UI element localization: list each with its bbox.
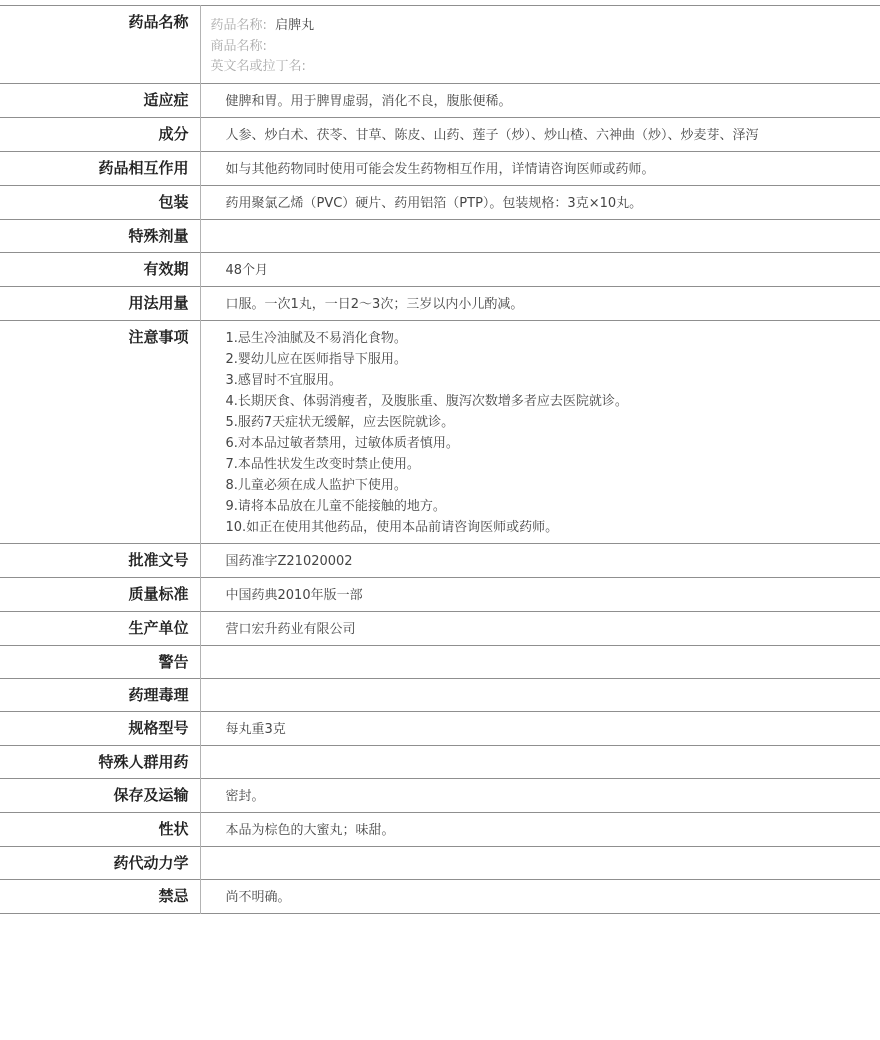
row-indication <box>0 83 880 117</box>
row-standard <box>0 577 880 611</box>
row-label-usage: 用法用量 <box>0 286 200 320</box>
generic-name-value: 启脾丸 <box>275 18 315 33</box>
drug-names-cell <box>200 6 880 84</box>
row-label-manufacturer: 生产单位 <box>0 611 200 645</box>
row-label-storage: 保存及运输 <box>0 778 200 812</box>
row-pharmacokinetics <box>0 846 880 879</box>
row-label-contraindication: 禁忌 <box>0 879 200 913</box>
row-value-cautions <box>200 320 880 543</box>
caution-item: 2.婴幼儿应在医师指导下服用。 <box>225 351 407 367</box>
row-value-approval: 国药准字Z21020002 <box>225 553 353 569</box>
caution-item: 8.儿童必须在成人监护下使用。 <box>225 477 407 493</box>
row-label-standard: 质量标准 <box>0 577 200 611</box>
drug-info-table <box>0 5 880 914</box>
row-value-indication: 健脾和胃。用于脾胃虚弱，消化不良，腹胀便稀。 <box>225 93 512 109</box>
row-value-standard: 中国药典2010年版一部 <box>225 587 363 603</box>
row-usage <box>0 286 880 320</box>
row-label-special-dose: 特殊剂量 <box>0 219 200 252</box>
row-warning <box>0 645 880 678</box>
row-value-special-groups <box>200 745 880 778</box>
caution-item: 1.忌生冷油腻及不易消化食物。 <box>225 330 407 346</box>
row-ingredients <box>0 117 880 151</box>
caution-item: 3.感冒时不宜服用。 <box>225 372 342 388</box>
row-label-spec: 规格型号 <box>0 711 200 745</box>
row-value-pharmacokinetics <box>200 846 880 879</box>
row-approval <box>0 543 880 577</box>
row-package <box>0 185 880 219</box>
row-value-package: 药用聚氯乙烯（PVC）硬片、药用铝箔（PTP）。包装规格：3克×10丸。 <box>225 195 643 211</box>
row-label-pharmacokinetics: 药代动力学 <box>0 846 200 879</box>
row-value-interaction: 如与其他药物同时使用可能会发生药物相互作用，详情请咨询医师或药师。 <box>225 161 655 177</box>
row-storage <box>0 778 880 812</box>
row-value-ingredients-cell <box>200 117 880 151</box>
caution-item: 9.请将本品放在儿童不能接触的地方。 <box>225 498 446 514</box>
caution-item: 5.服药7天症状无缓解，应去医院就诊。 <box>225 414 455 430</box>
row-value-pharmacology <box>200 678 880 711</box>
row-drug-names <box>0 6 880 84</box>
trade-name-line <box>211 37 871 58</box>
row-label-cautions: 注意事项 <box>0 320 200 543</box>
row-value-spec: 每丸重3克 <box>225 721 286 737</box>
latin-name-line <box>211 57 871 78</box>
row-appearance <box>0 812 880 846</box>
row-value-validity: 48个月 <box>225 262 269 278</box>
row-pharmacology <box>0 678 880 711</box>
row-label-drug-name: 药品名称 <box>0 6 200 84</box>
row-label-appearance: 性状 <box>0 812 200 846</box>
latin-name-key: 英文名或拉丁名: <box>210 59 306 74</box>
row-value-ingredients: 人参、炒白术、茯苓、甘草、陈皮、山药、莲子（炒）、炒山楂、六神曲（炒）、炒麦芽、泽泻 <box>225 127 759 143</box>
row-label-special-groups: 特殊人群用药 <box>0 745 200 778</box>
row-cautions <box>0 320 880 543</box>
row-manufacturer <box>0 611 880 645</box>
row-value-special-dose <box>200 219 880 252</box>
row-interaction <box>0 151 880 185</box>
row-value-warning <box>200 645 880 678</box>
row-contraindication <box>0 879 880 913</box>
row-value-manufacturer: 营口宏升药业有限公司 <box>225 621 356 637</box>
row-special-groups <box>0 745 880 778</box>
row-label-ingredients: 成分 <box>0 117 200 151</box>
trade-name-key: 商品名称: <box>210 38 267 54</box>
row-label-validity: 有效期 <box>0 252 200 286</box>
row-value-usage: 口服。一次1丸，一日2～3次；三岁以内小儿酌减。 <box>225 296 524 312</box>
row-value-storage: 密封。 <box>225 788 265 804</box>
row-label-interaction: 药品相互作用 <box>0 151 200 185</box>
row-label-approval: 批准文号 <box>0 543 200 577</box>
generic-name-key: 药品名称: <box>210 18 267 33</box>
caution-item: 4.长期厌食、体弱消瘦者，及腹胀重、腹泻次数增多者应去医院就诊。 <box>225 393 628 409</box>
row-spec <box>0 711 880 745</box>
row-label-warning: 警告 <box>0 645 200 678</box>
row-label-indication: 适应症 <box>0 83 200 117</box>
row-label-package: 包装 <box>0 185 200 219</box>
row-validity <box>0 252 880 286</box>
row-value-appearance: 本品为棕色的大蜜丸；味甜。 <box>225 822 395 838</box>
caution-item: 6.对本品过敏者禁用，过敏体质者慎用。 <box>225 435 459 451</box>
generic-name-line <box>211 16 871 37</box>
caution-item: 10.如正在使用其他药品，使用本品前请咨询医师或药师。 <box>225 519 559 535</box>
row-special-dose <box>0 219 880 252</box>
caution-item: 7.本品性状发生改变时禁止使用。 <box>225 456 420 472</box>
row-value-contraindication: 尚不明确。 <box>225 889 291 905</box>
row-label-pharmacology: 药理毒理 <box>0 678 200 711</box>
